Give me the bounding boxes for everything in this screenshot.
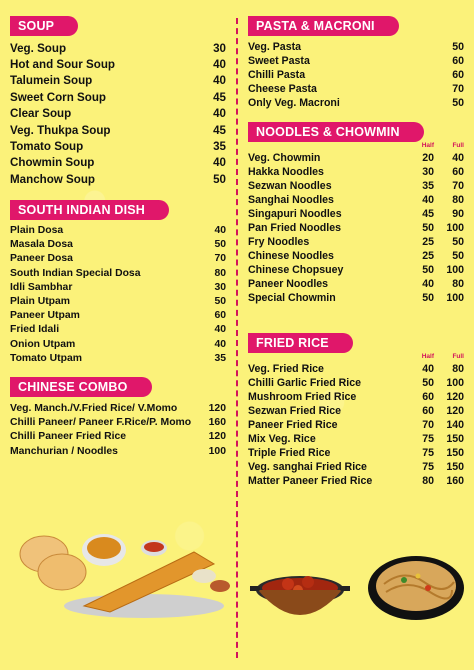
item-price: 120 bbox=[208, 402, 226, 414]
menu-item bbox=[248, 40, 464, 54]
section-title-noodles: NOODLES & CHOWMIN bbox=[248, 122, 424, 142]
menu-item bbox=[248, 376, 464, 390]
south-indian-section bbox=[10, 200, 226, 366]
item-price: 40 bbox=[213, 58, 226, 72]
menu-item bbox=[10, 430, 226, 444]
item-prices bbox=[404, 377, 464, 389]
menu-item bbox=[10, 238, 226, 252]
item-prices bbox=[404, 208, 464, 220]
half-label: Half bbox=[421, 353, 434, 360]
menu-item bbox=[248, 390, 464, 404]
item-name: Sweet Pasta bbox=[248, 55, 310, 67]
item-name: Hot and Sour Soup bbox=[10, 58, 115, 72]
curry-bowl-image bbox=[250, 560, 350, 630]
item-price-half: 80 bbox=[422, 475, 434, 487]
item-name: Fry Noodles bbox=[248, 236, 310, 248]
item-prices bbox=[404, 264, 464, 276]
item-name: Hakka Noodles bbox=[248, 166, 324, 178]
item-prices bbox=[404, 166, 464, 178]
menu-item bbox=[10, 73, 226, 89]
item-price-half: 40 bbox=[422, 278, 434, 290]
left-column bbox=[10, 16, 226, 470]
item-price-full: 70 bbox=[452, 180, 464, 192]
full-label: Full bbox=[452, 142, 464, 149]
item-price-half: 50 bbox=[422, 292, 434, 304]
item-name: Tomato Utpam bbox=[10, 352, 82, 364]
item-name: Paneer Noodles bbox=[248, 278, 329, 290]
noodles-bowl-image bbox=[364, 548, 468, 628]
item-price-full: 100 bbox=[446, 222, 464, 234]
item-prices bbox=[404, 475, 464, 487]
item-price: 30 bbox=[213, 41, 226, 55]
menu-item bbox=[248, 235, 464, 249]
item-price: 30 bbox=[214, 281, 226, 293]
item-price-full: 80 bbox=[452, 194, 464, 206]
item-prices bbox=[404, 292, 464, 304]
item-name: Chilli Garlic Fried Rice bbox=[248, 377, 362, 389]
item-price: 100 bbox=[208, 445, 226, 457]
item-name: Manchurian / Noodles bbox=[10, 445, 118, 457]
full-label: Full bbox=[452, 353, 464, 360]
item-name: Triple Fried Rice bbox=[248, 447, 331, 459]
item-name: Veg. Manch./V.Fried Rice/ V.Momo bbox=[10, 402, 178, 414]
item-name: Chilli Pasta bbox=[248, 69, 306, 81]
item-price-full: 50 bbox=[452, 236, 464, 248]
item-price: 35 bbox=[214, 352, 226, 364]
pasta-items bbox=[248, 40, 464, 110]
section-title-pasta: PASTA & MACRONI bbox=[248, 16, 399, 36]
menu-item bbox=[248, 446, 464, 460]
item-name: Veg. Pasta bbox=[248, 41, 301, 53]
item-name: Onion Utpam bbox=[10, 338, 76, 350]
menu-item bbox=[248, 418, 464, 432]
menu-item bbox=[10, 138, 226, 154]
item-price-full: 40 bbox=[452, 152, 464, 164]
item-prices bbox=[404, 461, 464, 473]
menu-item bbox=[248, 207, 464, 221]
item-name: Chowmin Soup bbox=[10, 156, 95, 170]
item-price-full: 150 bbox=[446, 433, 464, 445]
menu-item bbox=[10, 401, 226, 415]
item-name: South Indian Special Dosa bbox=[10, 267, 141, 279]
item-prices bbox=[404, 152, 464, 164]
menu-item bbox=[248, 249, 464, 263]
item-price-half: 25 bbox=[422, 236, 434, 248]
item-name: Singapuri Noodles bbox=[248, 208, 342, 220]
half-full-header bbox=[248, 353, 464, 362]
item-price: 50 bbox=[214, 296, 226, 308]
item-name: Veg. Chowmin bbox=[248, 152, 321, 164]
item-price-half: 30 bbox=[422, 166, 434, 178]
noodles-section bbox=[248, 122, 464, 305]
menu-item bbox=[10, 444, 226, 458]
item-price: 45 bbox=[213, 123, 226, 137]
item-price: 40 bbox=[214, 225, 226, 237]
item-price-full: 60 bbox=[452, 166, 464, 178]
item-price-full: 90 bbox=[452, 208, 464, 220]
item-price-half: 20 bbox=[422, 152, 434, 164]
item-prices bbox=[404, 433, 464, 445]
item-price-half: 25 bbox=[422, 250, 434, 262]
item-name: Paneer Fried Rice bbox=[248, 419, 338, 431]
menu-item bbox=[248, 221, 464, 235]
menu-item bbox=[10, 280, 226, 294]
item-price: 35 bbox=[213, 140, 226, 154]
item-price-full: 80 bbox=[452, 363, 464, 375]
menu-item bbox=[10, 224, 226, 238]
menu-item bbox=[10, 266, 226, 280]
item-price: 50 bbox=[214, 239, 226, 251]
menu-item bbox=[10, 89, 226, 105]
item-price-half: 75 bbox=[422, 433, 434, 445]
item-price-full: 100 bbox=[446, 292, 464, 304]
item-name: Mix Veg. Rice bbox=[248, 433, 316, 445]
item-price: 70 bbox=[214, 253, 226, 265]
item-prices bbox=[404, 278, 464, 290]
item-price: 160 bbox=[208, 417, 226, 429]
item-price-full: 160 bbox=[446, 475, 464, 487]
item-prices bbox=[404, 250, 464, 262]
section-title-soup: SOUP bbox=[10, 16, 78, 36]
menu-item bbox=[248, 432, 464, 446]
menu-item bbox=[248, 460, 464, 474]
item-prices bbox=[404, 222, 464, 234]
item-name: Fried Idali bbox=[10, 324, 60, 336]
item-prices bbox=[404, 363, 464, 375]
item-name: Mushroom Fried Rice bbox=[248, 391, 357, 403]
item-price-half: 40 bbox=[422, 194, 434, 206]
item-price-full: 80 bbox=[452, 278, 464, 290]
half-label: Half bbox=[421, 142, 434, 149]
menu-item bbox=[10, 171, 226, 187]
dosa-plate-image bbox=[14, 514, 234, 624]
item-price-half: 70 bbox=[422, 419, 434, 431]
item-name: Paneer Dosa bbox=[10, 253, 73, 265]
menu-item bbox=[248, 96, 464, 110]
item-price: 60 bbox=[452, 69, 464, 81]
item-price: 40 bbox=[213, 156, 226, 170]
menu-item bbox=[10, 252, 226, 266]
item-name: Manchow Soup bbox=[10, 172, 96, 186]
menu-item bbox=[248, 291, 464, 305]
item-price-full: 140 bbox=[446, 419, 464, 431]
right-column bbox=[248, 16, 464, 500]
item-name: Veg. Fried Rice bbox=[248, 363, 324, 375]
item-name: Veg. Soup bbox=[10, 41, 67, 55]
fried-rice-items bbox=[248, 362, 464, 488]
item-prices bbox=[404, 180, 464, 192]
item-price: 60 bbox=[214, 310, 226, 322]
menu-item bbox=[248, 277, 464, 291]
soup-items bbox=[10, 40, 226, 188]
item-name: Talumein Soup bbox=[10, 74, 93, 88]
section-title-fried-rice: FRIED RICE bbox=[248, 333, 353, 353]
item-prices bbox=[404, 447, 464, 459]
item-prices bbox=[404, 405, 464, 417]
menu-item bbox=[248, 362, 464, 376]
section-title-chinese-combo: CHINESE COMBO bbox=[10, 377, 152, 397]
item-price-half: 35 bbox=[422, 180, 434, 192]
chinese-combo-section bbox=[10, 377, 226, 458]
menu-item bbox=[248, 193, 464, 207]
menu-item bbox=[248, 82, 464, 96]
menu-item bbox=[248, 54, 464, 68]
item-name: Sanghai Noodles bbox=[248, 194, 334, 206]
item-prices bbox=[404, 391, 464, 403]
item-price: 50 bbox=[452, 41, 464, 53]
item-name: Chilli Paneer Fried Rice bbox=[10, 431, 127, 443]
item-name: Chinese Chopsuey bbox=[248, 264, 344, 276]
menu-item bbox=[10, 56, 226, 72]
item-name: Veg. Thukpa Soup bbox=[10, 123, 111, 137]
menu-item bbox=[248, 151, 464, 165]
menu-item bbox=[10, 40, 226, 56]
column-divider bbox=[236, 18, 238, 658]
item-price-full: 50 bbox=[452, 250, 464, 262]
item-price-half: 50 bbox=[422, 264, 434, 276]
item-prices bbox=[404, 236, 464, 248]
item-name: Sezwan Fried Rice bbox=[248, 405, 342, 417]
menu-item bbox=[10, 416, 226, 430]
menu-item bbox=[10, 351, 226, 365]
item-price-full: 100 bbox=[446, 264, 464, 276]
item-price-full: 150 bbox=[446, 447, 464, 459]
item-name: Cheese Pasta bbox=[248, 83, 317, 95]
item-price: 40 bbox=[214, 338, 226, 350]
menu-item bbox=[10, 309, 226, 323]
item-price-half: 50 bbox=[422, 377, 434, 389]
item-name: Special Chowmin bbox=[248, 292, 336, 304]
item-price: 50 bbox=[452, 97, 464, 109]
half-full-header bbox=[248, 142, 464, 151]
item-price-full: 100 bbox=[446, 377, 464, 389]
item-price: 60 bbox=[452, 55, 464, 67]
menu-item bbox=[248, 474, 464, 488]
item-name: Chilli Paneer/ Paneer F.Rice/P. Momo bbox=[10, 417, 192, 429]
noodles-items bbox=[248, 151, 464, 305]
item-name: Sweet Corn Soup bbox=[10, 90, 106, 104]
item-name: Plain Utpam bbox=[10, 296, 71, 308]
item-price: 80 bbox=[214, 267, 226, 279]
menu-item bbox=[10, 323, 226, 337]
item-price-half: 60 bbox=[422, 405, 434, 417]
item-price-half: 40 bbox=[422, 363, 434, 375]
menu-item bbox=[10, 106, 226, 122]
item-price: 40 bbox=[213, 107, 226, 121]
menu-item bbox=[248, 165, 464, 179]
item-prices bbox=[404, 194, 464, 206]
fried-rice-section bbox=[248, 333, 464, 488]
soup-section bbox=[10, 16, 226, 188]
chinese-combo-items bbox=[10, 401, 226, 458]
item-name: Paneer Utpam bbox=[10, 310, 80, 322]
item-name: Matter Paneer Fried Rice bbox=[248, 475, 373, 487]
item-price-full: 150 bbox=[446, 461, 464, 473]
south-indian-items bbox=[10, 224, 226, 366]
menu-item bbox=[248, 263, 464, 277]
item-name: Clear Soup bbox=[10, 107, 72, 121]
item-prices bbox=[404, 419, 464, 431]
menu-item bbox=[248, 68, 464, 82]
menu-item bbox=[248, 404, 464, 418]
item-price-half: 50 bbox=[422, 222, 434, 234]
item-price: 40 bbox=[213, 74, 226, 88]
item-name: Veg. sanghai Fried Rice bbox=[248, 461, 367, 473]
item-price-half: 75 bbox=[422, 447, 434, 459]
menu-item bbox=[10, 337, 226, 351]
section-title-south-indian: SOUTH INDIAN DISH bbox=[10, 200, 169, 220]
item-name: Sezwan Noodles bbox=[248, 180, 332, 192]
menu-item bbox=[10, 122, 226, 138]
item-name: Only Veg. Macroni bbox=[248, 97, 340, 109]
item-price: 70 bbox=[452, 83, 464, 95]
item-name: Idli Sambhar bbox=[10, 281, 73, 293]
item-price: 120 bbox=[208, 431, 226, 443]
menu-item bbox=[10, 155, 226, 171]
item-price: 50 bbox=[213, 172, 226, 186]
item-price-full: 120 bbox=[446, 405, 464, 417]
item-price-half: 60 bbox=[422, 391, 434, 403]
item-price-half: 45 bbox=[422, 208, 434, 220]
item-price: 45 bbox=[213, 90, 226, 104]
item-price: 40 bbox=[214, 324, 226, 336]
item-name: Plain Dosa bbox=[10, 225, 64, 237]
item-price-half: 75 bbox=[422, 461, 434, 473]
item-price-full: 120 bbox=[446, 391, 464, 403]
menu-item bbox=[248, 179, 464, 193]
menu-item bbox=[10, 294, 226, 308]
pasta-section bbox=[248, 16, 464, 110]
item-name: Pan Fried Noodles bbox=[248, 222, 342, 234]
item-name: Masala Dosa bbox=[10, 239, 73, 251]
item-name: Chinese Noodles bbox=[248, 250, 334, 262]
item-name: Tomato Soup bbox=[10, 140, 84, 154]
